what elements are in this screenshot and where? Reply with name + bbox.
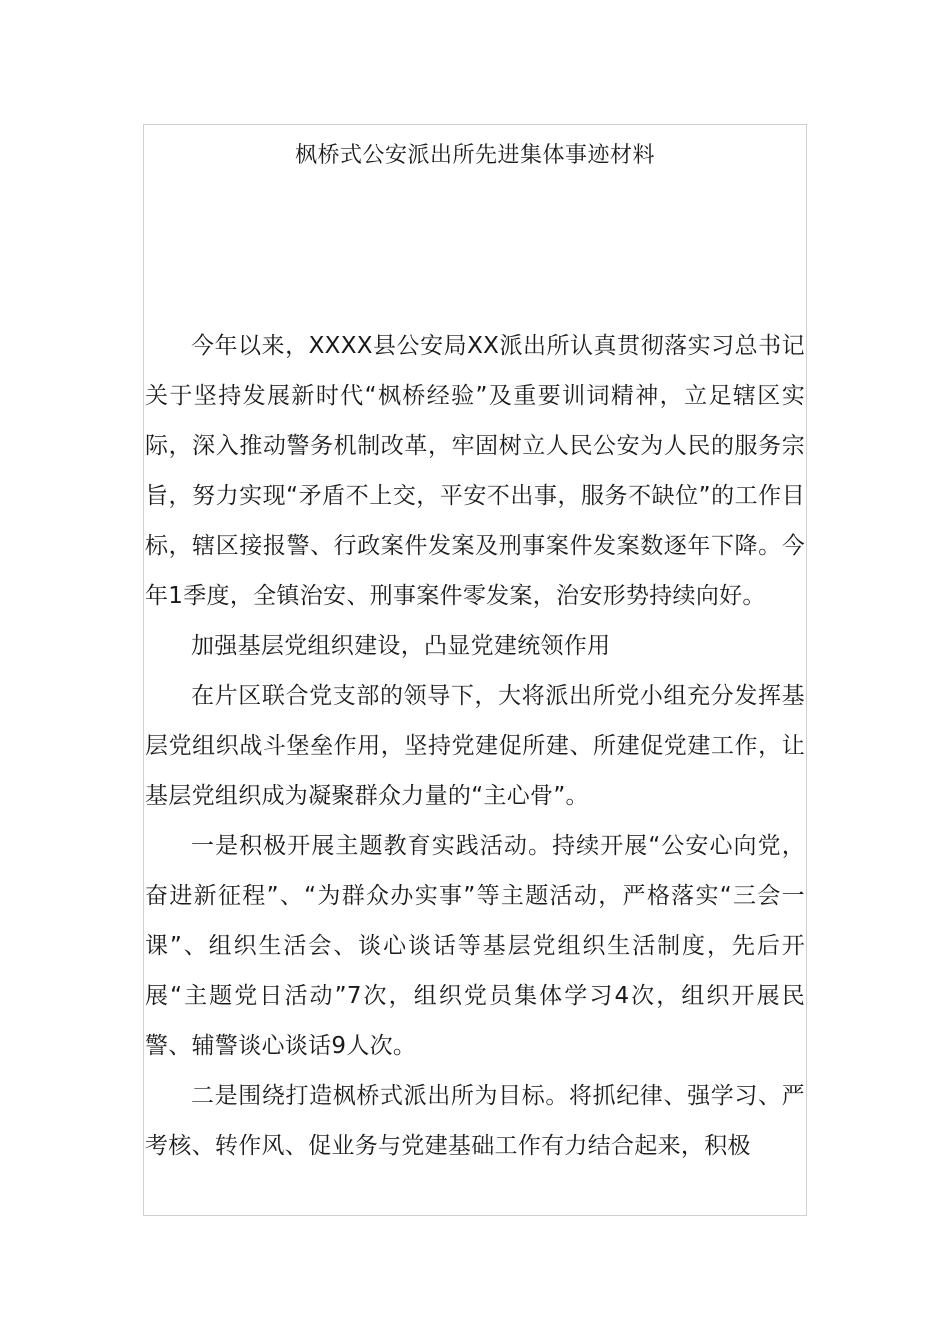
document-title: 枫桥式公安派出所先进集体事迹材料: [294, 143, 655, 168]
paragraph-party-leadership: 在片区联合党支部的领导下，大将派出所党小组充分发挥基层党组织战斗堡垒作用，坚持党建促所建、所建促党建工作，让基层党组织成为凝聚群众力量的“主心骨”。: [145, 683, 805, 809]
paragraph-item-two: 二是围绕打造枫桥式派出所为目标。将抓纪律、强学习、严考核、转作风、促业务与党建基础工作有力结合起来，积极: [145, 1083, 805, 1159]
document-page: [143, 124, 807, 1216]
paragraph-item-one: 一是积极开展主题教育实践活动。持续开展“公安心向党，奋进新征程”、“为群众办实事”等主题活动，严格落实“三会一课”、组织生活会、谈心谈话等基层党组织生活制度，先后开展“主题党日活动”7次，组织党员集体学习4次，组织开展民警、辅警谈心谈话9人次。: [145, 833, 805, 1059]
document-body: [145, 321, 805, 1171]
paragraph-intro: 今年以来，XXXX县公安局XX派出所认真贯彻落实习总书记关于坚持发展新时代“枫桥经验”及重要训词精神，立足辖区实际，深入推动警务机制改革，牢固树立人民公安为人民的服务宗旨，努力实现“矛盾不上交，平安不出事，服务不缺位”的工作目标，辖区接报警、行政案件发案及刑事案件发案数逐年下降。今年1季度，全镇治安、刑事案件零发案，治安形势持续向好。: [145, 333, 805, 609]
paragraph-section-heading: 加强基层党组织建设，凸显党建统领作用: [191, 633, 611, 659]
